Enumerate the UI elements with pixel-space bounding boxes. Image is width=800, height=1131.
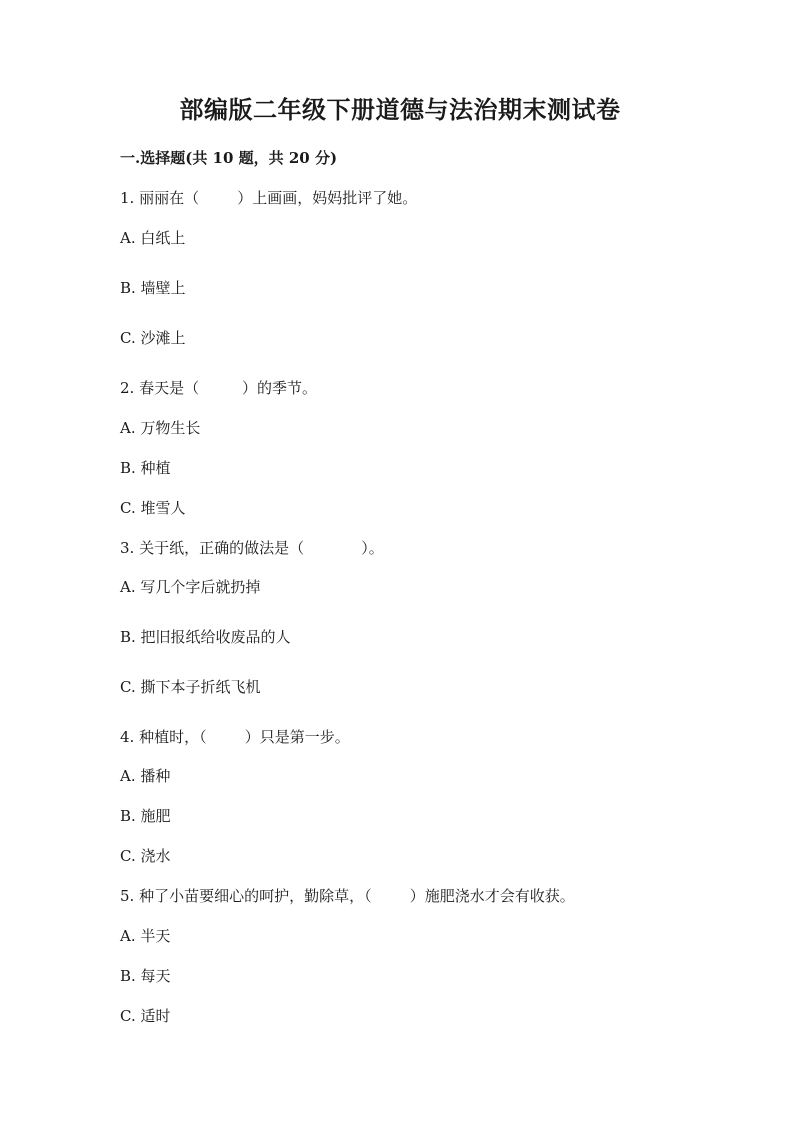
question-option: C. 堆雪人 bbox=[120, 499, 186, 517]
question-option: B. 施肥 bbox=[120, 807, 171, 825]
question-option: C. 撕下本子折纸飞机 bbox=[120, 678, 261, 696]
question-option: B. 把旧报纸给收废品的人 bbox=[120, 628, 291, 646]
question-option: C. 浇水 bbox=[120, 847, 171, 865]
question-stem: 2. 春天是（ ）的季节。 bbox=[120, 379, 317, 397]
page-title: 部编版二年级下册道德与法治期末测试卷 bbox=[179, 95, 621, 124]
question-option: A. 万物生长 bbox=[120, 419, 201, 437]
question-option: C. 适时 bbox=[120, 1007, 171, 1025]
question-stem: 5. 种了小苗要细心的呵护，勤除草，（ ）施肥浇水才会有收获。 bbox=[120, 887, 575, 905]
question-option: A. 写几个字后就扔掉 bbox=[120, 578, 261, 596]
question-stem: 4. 种植时，（ ）只是第一步。 bbox=[120, 728, 350, 746]
question-option: C. 沙滩上 bbox=[120, 329, 186, 347]
question-option: A. 白纸上 bbox=[120, 229, 186, 247]
question-option: B. 种植 bbox=[120, 459, 171, 477]
question-option: B. 每天 bbox=[120, 967, 171, 985]
question-option: A. 播种 bbox=[120, 767, 171, 785]
question-stem: 1. 丽丽在（ ）上画画，妈妈批评了她。 bbox=[120, 189, 418, 207]
question-stem: 3. 关于纸，正确的做法是（ ）。 bbox=[120, 539, 384, 557]
section-heading: 一.选择题(共 10 题，共 20 分) bbox=[120, 149, 338, 167]
question-option: A. 半天 bbox=[120, 927, 171, 945]
question-option: B. 墙壁上 bbox=[120, 279, 186, 297]
